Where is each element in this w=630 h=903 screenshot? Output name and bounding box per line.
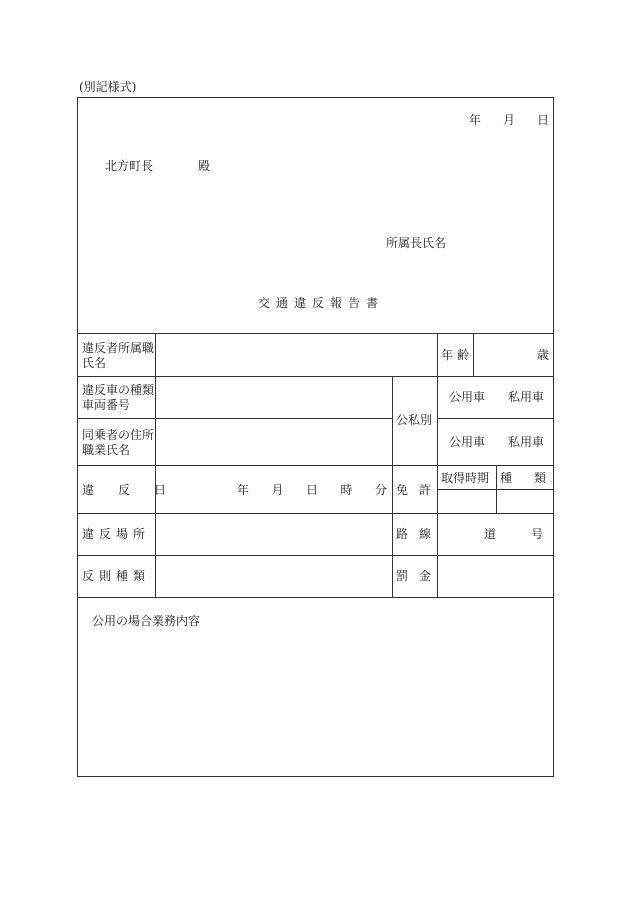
license-type-label: 種類 (500, 471, 569, 485)
vehicle-public-car: 公用車 (449, 390, 486, 404)
rule-age-column (473, 333, 474, 376)
public-private-label: 公私別 (396, 413, 433, 427)
violation-date-label: 違反日 (82, 483, 191, 497)
violation-month: 月 (271, 483, 284, 497)
road-label: 道 (484, 527, 497, 541)
rule-right-column (437, 333, 438, 597)
violation-year: 年 (237, 483, 250, 497)
violation-day: 日 (305, 483, 318, 497)
date-month: 月 (502, 113, 515, 127)
rule-vehicle-bottom (77, 418, 392, 419)
date-year: 年 (469, 113, 482, 127)
violator-label-line2: 氏名 (82, 356, 107, 370)
violator-label-line1: 違反者所属職 (82, 341, 155, 355)
rule-violator-bottom (77, 376, 554, 377)
location-label: 違反場所 (82, 527, 151, 541)
age-label: 年齢 (441, 348, 474, 362)
passenger-private-car: 私用車 (508, 435, 545, 449)
passenger-public-car: 公用車 (449, 435, 486, 449)
license-label: 免許 (396, 483, 443, 497)
passenger-label-line2: 職業氏名 (82, 443, 131, 457)
rule-subheader-column (392, 376, 393, 597)
violation-datetime (237, 483, 387, 497)
rule-penalty-bottom (77, 597, 554, 598)
signer-label: 所属長氏名 (386, 236, 447, 250)
rule-license-split (496, 465, 497, 513)
document-title: 交通違反報告書 (258, 296, 385, 310)
route-label: 路線 (396, 527, 443, 541)
age-unit: 歳 (537, 348, 550, 362)
vehicle-label-line2: 車両番号 (82, 398, 131, 412)
passenger-label-line1: 同乗者の住所 (82, 428, 155, 442)
form-label: (別記様式) (79, 80, 137, 94)
fine-label: 罰金 (396, 569, 443, 583)
rule-header-bottom (77, 333, 554, 334)
addressee-name: 北方町長 (105, 159, 154, 173)
vehicle-private-car: 私用車 (508, 390, 545, 404)
rule-vehicle-bottom-right (437, 418, 554, 419)
rule-date-bottom (77, 513, 554, 514)
vehicle-label-line1: 違反車の種類 (82, 383, 155, 397)
license-acquired-label: 取得時期 (441, 471, 490, 485)
rule-passenger-bottom (77, 465, 554, 466)
header-date (469, 113, 549, 127)
official-duty-label: 公用の場合業務内容 (92, 614, 201, 628)
violation-minute: 分 (374, 483, 387, 497)
road-number-label: 号 (531, 527, 544, 541)
rule-label-column (155, 333, 156, 597)
date-day: 日 (536, 113, 549, 127)
addressee-honorific: 殿 (198, 159, 211, 173)
violation-hour: 時 (340, 483, 353, 497)
penalty-type-label: 反則種類 (82, 569, 151, 583)
rule-location-bottom (77, 555, 554, 556)
